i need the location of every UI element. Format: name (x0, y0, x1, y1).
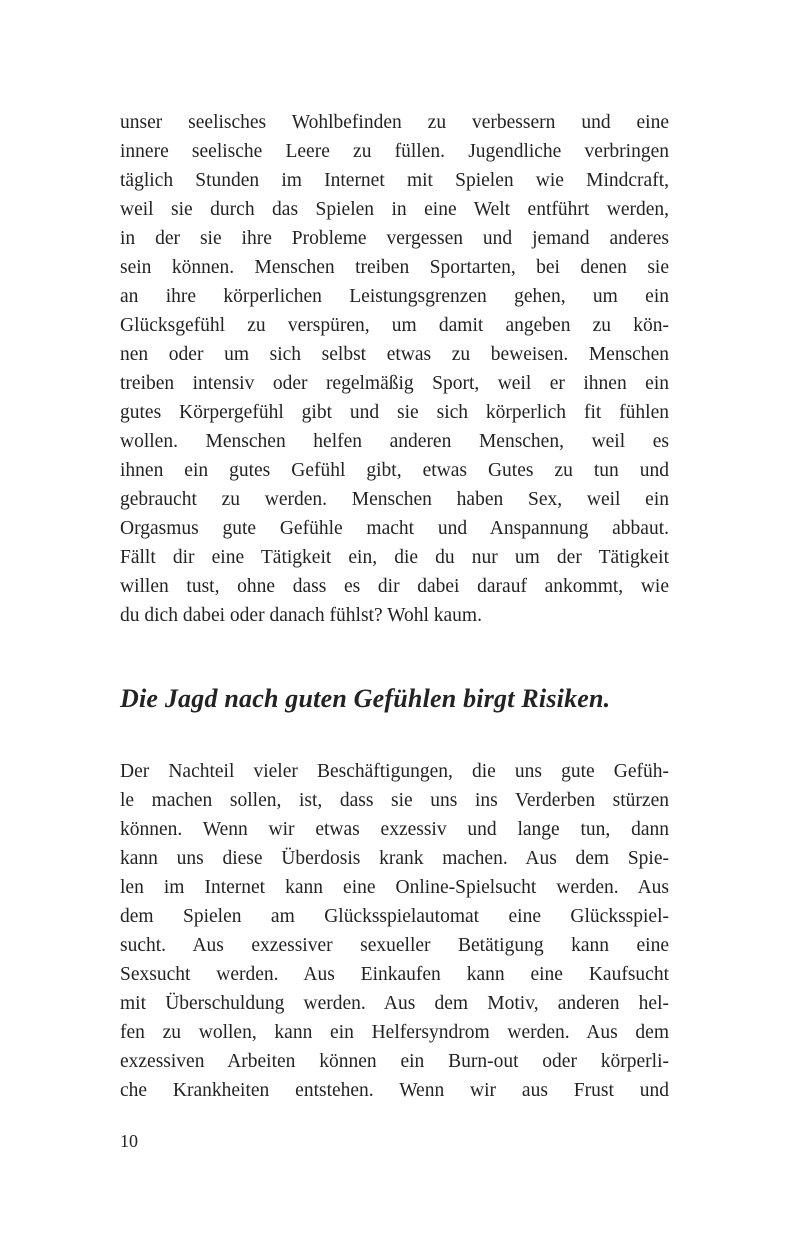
text-line: gutes Körpergefühl gibt und sie sich körperlich fit fühlen (120, 402, 669, 423)
text-line: an ihre körperlichen Leistungsgrenzen gehen, um ein (120, 286, 669, 307)
text-line: innere seelische Leere zu füllen. Jugendliche verbringen (120, 141, 669, 162)
text-line: fen zu wollen, kann ein Helfersyndrom werden. Aus dem (120, 1022, 669, 1043)
text-line: Fällt dir eine Tätigkeit ein, die du nur um der Tätigkeit (120, 547, 669, 568)
section-heading: Die Jagd nach guten Gefühlen birgt Risiken. (120, 684, 611, 713)
text-line: treiben intensiv oder regelmäßig Sport, weil er ihnen ein (120, 373, 669, 394)
text-line: che Krankheiten entstehen. Wenn wir aus Frust und (120, 1080, 669, 1101)
text-line: gebraucht zu werden. Menschen haben Sex, weil ein (120, 489, 669, 510)
text-line: exzessiven Arbeiten können ein Burn-out oder körperli- (120, 1051, 669, 1072)
text-line: nen oder um sich selbst etwas zu beweisen. Menschen (120, 344, 669, 365)
text-line: sein können. Menschen treiben Sportarten, bei denen sie (120, 257, 669, 278)
paragraph-1 (120, 108, 669, 630)
text-line: wollen. Menschen helfen anderen Menschen, weil es (120, 431, 669, 452)
text-line: kann uns diese Überdosis krank machen. Aus dem Spie- (120, 848, 669, 869)
text-line: len im Internet kann eine Online-Spielsucht werden. Aus (120, 877, 669, 898)
text-line: ihnen ein gutes Gefühl gibt, etwas Gutes zu tun und (120, 460, 669, 481)
text-line: Sexsucht werden. Aus Einkaufen kann eine Kaufsucht (120, 964, 669, 985)
text-line: le machen sollen, ist, dass sie uns ins Verderben stürzen (120, 790, 669, 811)
text-line: weil sie durch das Spielen in eine Welt entführt werden, (120, 199, 669, 220)
text-line: unser seelisches Wohlbefinden zu verbessern und eine (120, 112, 669, 133)
text-line: Der Nachteil vieler Beschäftigungen, die uns gute Gefüh- (120, 761, 669, 782)
text-line: mit Überschuldung werden. Aus dem Motiv, anderen hel- (120, 993, 669, 1014)
text-line: täglich Stunden im Internet mit Spielen wie Mindcraft, (120, 170, 669, 191)
text-line: willen tust, ohne dass es dir dabei darauf ankommt, wie (120, 576, 669, 597)
text-line: dem Spielen am Glücksspielautomat eine Glücksspiel- (120, 906, 669, 927)
text-line: Orgasmus gute Gefühle macht und Anspannung abbaut. (120, 518, 669, 539)
text-line: in der sie ihre Probleme vergessen und jemand anderes (120, 228, 669, 249)
text-line: sucht. Aus exzessiver sexueller Betätigung kann eine (120, 935, 669, 956)
page-number: 10 (120, 1131, 138, 1151)
text-line: Glücksgefühl zu verspüren, um damit angeben zu kön- (120, 315, 669, 336)
paragraph-2 (120, 757, 669, 1105)
text-line: können. Wenn wir etwas exzessiv und lange tun, dann (120, 819, 669, 840)
text-line: du dich dabei oder danach fühlst? Wohl kaum. (120, 605, 482, 626)
